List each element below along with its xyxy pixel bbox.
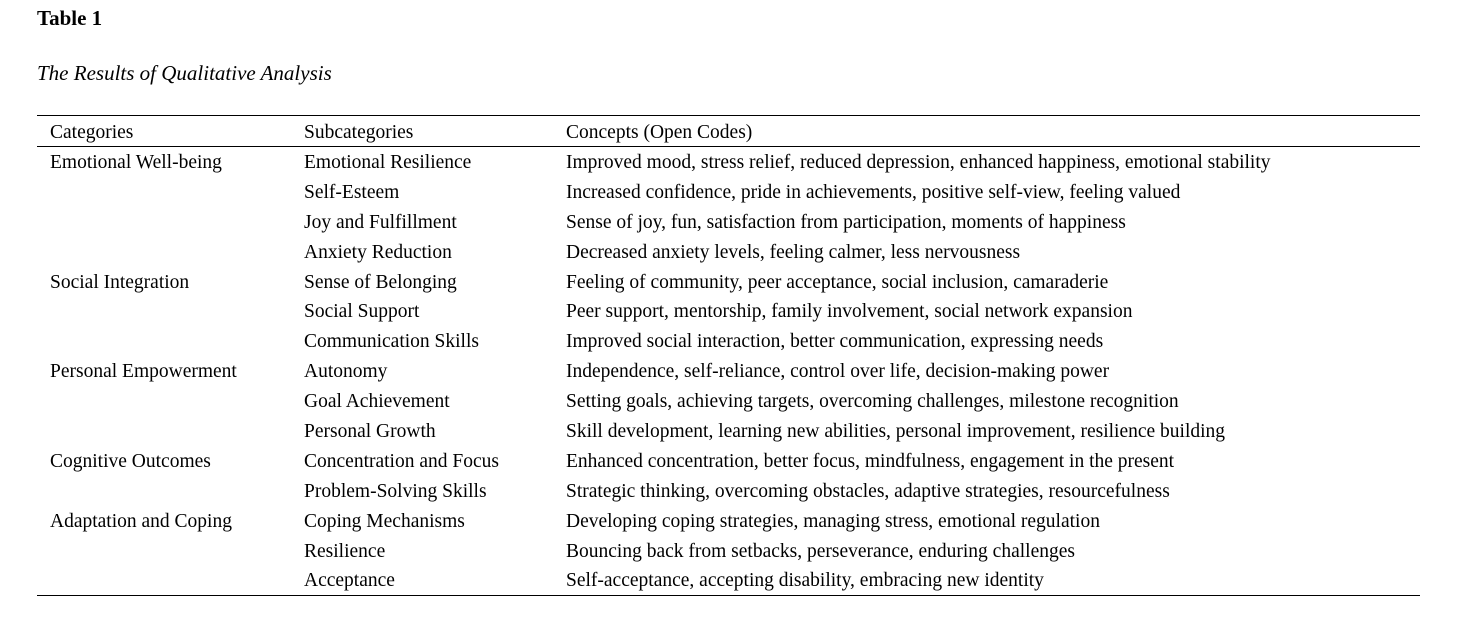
category-cell: Adaptation and Coping (50, 510, 232, 532)
concepts-cell: Self-acceptance, accepting disability, embracing new identity (566, 570, 1044, 592)
category-cell: Emotional Well-being (50, 152, 222, 173)
table-row (0, 568, 1462, 598)
subcategory-cell: Social Support (304, 301, 420, 323)
concepts-cell: Sense of joy, fun, satisfaction from participation, moments of happiness (566, 211, 1126, 233)
concepts-cell: Improved social interaction, better communication, expressing needs (566, 331, 1104, 353)
table-bottom-rule (37, 595, 1420, 596)
table-row (0, 389, 1462, 419)
subcategory-cell: Self-Esteem (304, 181, 400, 203)
table-row (0, 479, 1462, 509)
category-cell: Personal Empowerment (50, 361, 237, 383)
category-cell: Cognitive Outcomes (50, 450, 211, 472)
subcategory-cell: Personal Growth (304, 421, 436, 443)
table-header-rule (37, 146, 1420, 147)
concepts-cell: Strategic thinking, overcoming obstacles, adaptive strategies, resourcefulness (566, 480, 1170, 502)
concepts-cell: Feeling of community, peer acceptance, social inclusion, camaraderie (566, 271, 1109, 293)
table-row (0, 449, 1462, 479)
table-top-rule (37, 115, 1420, 116)
concepts-cell: Skill development, learning new abilities, personal improvement, resilience building (566, 421, 1226, 443)
concepts-cell: Decreased anxiety levels, feeling calmer, less nervousness (566, 241, 1021, 263)
subcategory-cell: Goal Achievement (304, 391, 450, 413)
table-row (0, 539, 1462, 569)
table-header-row (0, 120, 1462, 146)
subcategory-cell: Sense of Belonging (304, 271, 457, 293)
subcategory-cell: Coping Mechanisms (304, 510, 465, 532)
table-row (0, 270, 1462, 300)
concepts-cell: Independence, self-reliance, control over life, decision-making power (566, 361, 1110, 383)
concepts-cell: Enhanced concentration, better focus, mindfulness, engagement in the present (566, 450, 1175, 472)
table-row (0, 180, 1462, 210)
subcategory-cell: Joy and Fulfillment (304, 211, 457, 233)
column-header-categories: Categories (50, 122, 134, 143)
concepts-cell: Increased confidence, pride in achievements, positive self-view, feeling valued (566, 181, 1181, 203)
table-row (0, 150, 1462, 180)
table-body (0, 150, 1462, 598)
subcategory-cell: Communication Skills (304, 331, 479, 353)
table-row (0, 240, 1462, 270)
column-header-concepts: Concepts (Open Codes) (566, 122, 753, 143)
subcategory-cell: Anxiety Reduction (304, 241, 452, 263)
subcategory-cell: Concentration and Focus (304, 450, 499, 472)
column-header-subcategories: Subcategories (304, 122, 414, 143)
subcategory-cell: Acceptance (304, 570, 395, 592)
subcategory-cell: Problem-Solving Skills (304, 480, 487, 502)
table-row (0, 419, 1462, 449)
concepts-cell: Developing coping strategies, managing stress, emotional regulation (566, 510, 1100, 532)
table-label: Table 1 (37, 6, 103, 30)
category-cell: Social Integration (50, 271, 190, 293)
concepts-cell: Bouncing back from setbacks, perseverance, enduring challenges (566, 540, 1075, 562)
table-row (0, 359, 1462, 389)
table-row (0, 509, 1462, 539)
concepts-cell: Improved mood, stress relief, reduced depression, enhanced happiness, emotional stability (566, 152, 1271, 173)
subcategory-cell: Resilience (304, 540, 386, 562)
table-row (0, 210, 1462, 240)
subcategory-cell: Emotional Resilience (304, 152, 472, 173)
table-row (0, 299, 1462, 329)
table-row (0, 329, 1462, 359)
concepts-cell: Setting goals, achieving targets, overcoming challenges, milestone recognition (566, 391, 1179, 413)
table-title: The Results of Qualitative Analysis (37, 61, 332, 85)
subcategory-cell: Autonomy (304, 361, 388, 383)
concepts-cell: Peer support, mentorship, family involvement, social network expansion (566, 301, 1133, 323)
